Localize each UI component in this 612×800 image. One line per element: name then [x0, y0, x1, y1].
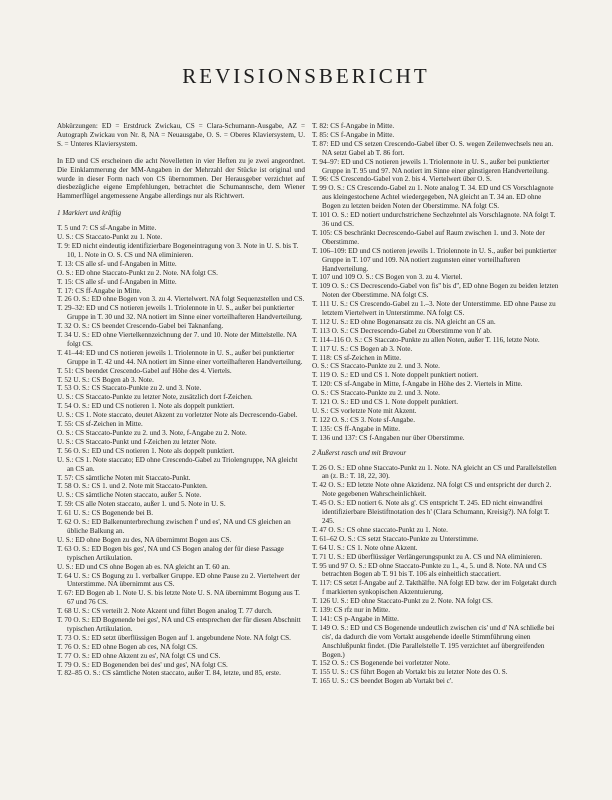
revision-entry: T. 58 O. S.: CS 1. und 2. Note mit Staccato-Punkten.: [57, 482, 208, 491]
revision-entry: T. 114–116 O. S.: CS Staccato-Punkte zu allen Noten, außer T. 116, letzte Note.: [312, 335, 540, 344]
revision-entry: T. 32 O. S.: CS beendet Crescendo-Gabel bei Taknanfang.: [57, 322, 224, 331]
revision-entry: T. 68 U. S.: CS verteilt 2. Note Akzent und führt Bogen analog T. 77 durch.: [57, 607, 273, 616]
revision-entry: T. 79 O. S.: ED Bogenenden bei des' und ges', NA folgt CS.: [57, 660, 228, 669]
revision-entry: T. 51: CS beendet Crescendo-Gabel auf Höhe des 4. Viertels.: [57, 366, 232, 375]
revision-entry: T. 42 O. S.: ED letzte Note ohne Akzidenz. NA folgt CS und entspricht der durch 2. Note gegebenen Wahrscheinlichkeit.: [312, 481, 552, 499]
revision-entry: O. S.: CS Staccato-Punkte zu 2. und 3. Note.: [312, 389, 440, 398]
revision-entry: T. 112 U. S.: ED ohne Bogenansatz zu cis. NA gleicht an CS an.: [312, 317, 496, 326]
revision-entry: T. 55: CS sf-Zeichen in Mitte.: [57, 420, 143, 429]
revision-entry: T. 64 U. S.: CS 1. Note ohne Akzent.: [312, 543, 418, 552]
page-title: REVISIONSBERICHT: [182, 64, 430, 88]
revision-entry: T. 121 O. S.: ED und CS 1. Note doppelt punktiert.: [312, 398, 459, 407]
revision-entry: T. 53 O. S.: CS Staccato-Punkte zu 2. und 3. Note.: [57, 384, 202, 393]
revision-entry: T. 118: CS sf-Zeichen in Mitte.: [312, 353, 402, 362]
revision-entry: T. 62 O. S.: ED Balkenunterbrechung zwischen f' und es', NA und CS gleichen an übliche Balkung an.: [57, 518, 291, 535]
revision-entry: T. 126 U. S.: ED ohne Staccato-Punkt zu 2. Note. NA folgt CS.: [312, 597, 493, 606]
revision-entry: T. 99 O. S.: CS Crescendo-Gabel zu 1. Note analog T. 34. ED und CS Vorschlagnote aus kleingestochene Achtel wiedergegeben, NA gleicht an T. 34 an. ED ohne Bogen zu letzten beiden Noten der Oberstimme. NA folgt CS.: [312, 184, 554, 211]
section-1-entries-continued: [312, 122, 560, 443]
section-heading-1: 1 Markiert und kräftig: [57, 209, 122, 218]
revision-entry: T. 152 O. S.: CS Bogenende bei vorletzter Note.: [312, 659, 450, 668]
revision-entry: T. 155 U. S.: CS führt Bogen ab Vortakt bis zu letzter Note des O. S.: [312, 668, 508, 677]
revision-entry: T. 94–97: ED und CS notieren jeweils 1. Triolennote in U. S., außer bei punktierter Gruppe in T. 95 und 97. NA notiert im Sinne einer günstigeren Handverteilung.: [312, 157, 550, 175]
revision-entry: T. 71 U. S.: ED überflüssiger Verlängerungspunkt zu A. CS und NA eliminieren.: [312, 552, 542, 561]
revision-entry: T. 117: CS setzt f-Angabe auf 2. Takthälfte. NA folgt ED bzw. der im Folgetakt durch f markierten synkopischen Akzentuierung.: [312, 579, 557, 597]
revision-entry: T. 52 U. S.: CS Bogen ab 3. Note.: [57, 375, 154, 384]
revision-entry: U. S.: ED und CS ohne Bogen ab es. NA gleicht an T. 60 an.: [57, 562, 230, 571]
revision-entry: T. 5 und 7: CS sf-Angabe in Mitte.: [57, 224, 157, 233]
revision-entry: T. 120: CS sf-Angabe in Mitte, f-Angabe in Höhe des 2. Viertels in Mitte.: [312, 380, 523, 389]
revision-entry: T. 149 O. S.: ED und CS Bogenende undeutlich zwischen cis' und d' NA schließe bei cis', da dadurch die vom Vortakt ausgehende ideelle Stimmführung einen Anschlußpunkt findet. (Die Parallelstelle T. 195 verzichtet auf übergreifenden Bogen.): [312, 623, 555, 659]
revision-entry: T. 26 O. S.: ED ohne Staccato-Punkt zu 1. Note. NA gleicht an CS und Parallelstellen an (z. B.: T. 18, 22, 30).: [312, 463, 557, 481]
revision-entry: U. S.: CS sämtliche Noten staccato, außer 5. Note.: [57, 491, 202, 500]
revision-entry: T. 117 U. S.: CS Bogen ab 3. Note.: [312, 344, 413, 353]
revision-entry: T. 73 O. S.: ED setzt überflüssigen Bogen auf 1. angebundene Note. NA folgt CS.: [57, 633, 291, 642]
revision-entry: T. 61–62 O. S.: CS setzt Staccato-Punkte zu Unterstimme.: [312, 534, 479, 543]
revision-entry: T. 34 U. S.: ED ohne Viertelkennzeichnung der 7. und 10. Note der Mittelstelle. NA folgt CS.: [57, 331, 297, 348]
revision-entry: O. S.: CS Staccato-Punkte zu 2. und 3. Note, f-Angabe zu 2. Note.: [57, 429, 247, 437]
revision-entry: T. 41–44: ED und CS notieren jeweils 1. Triolennote in U. S., außer bei punktierter Gruppe in T. 42 und 44. NA notiert im Sinne einer vorteilhafteren Handverteilung.: [57, 348, 303, 366]
revision-entry: T. 45 O. S.: ED notiert 6. Note als g'. CS entspricht T. 245. ED nicht einwandfrei identifizierbare Bleistiftnotation des h' (Clara Schumann, Kreisig?). NA folgt T. 245.: [312, 499, 550, 525]
revision-entry: T. 111 U. S.: CS Crescendo-Gabel zu 1.–3. Note der Unterstimme. ED ohne Pause zu letztem Viertelwert in Unterstimme. NA folgt CS.: [312, 300, 556, 318]
right-column: [312, 122, 560, 686]
revision-entry: T. 77 O. S.: ED ohne Akzent zu es', NA folgt CS und CS.: [57, 651, 221, 660]
revision-entry: U. S.: CS Staccato-Punkt und f-Zeichen zu letzter Note.: [57, 437, 217, 446]
revision-entry: T. 57: CS sämtliche Noten mit Staccato-Punkt.: [57, 473, 191, 482]
revision-entry: T. 47 O. S.: CS ohne staccato-Punkt zu 1. Note.: [312, 525, 448, 534]
revision-entry: T. 113 O. S.: CS Decrescendo-Gabel zu Oberstimme von h' ab.: [312, 326, 492, 335]
section-1-entries: [57, 224, 305, 678]
section-heading-2: 2 Äußerst rasch und mit Bravour: [312, 448, 407, 457]
revision-entry: U. S.: CS 1. Note staccato, deutet Akzent zu vorletzter Note als Decrescendo-Gabel.: [57, 411, 298, 420]
revision-entry: T. 165 U. S.: CS beendet Bogen ab Vortakt bei c'.: [312, 677, 453, 686]
revision-entry: U. S.: ED ohne Bogen zu des, NA übernimmt Bogen aus CS.: [57, 535, 232, 544]
revision-entry: T. 122 O. S.: CS 3. Note sf-Angabe.: [312, 415, 416, 424]
revision-entry: T. 26 O. S.: ED ohne Bogen von 3. zu 4. Viertelwert. NA folgt Sequenzstellen und CS.: [57, 295, 305, 304]
revision-entry: T. 63 O. S.: ED Bogen bis ges', NA und CS Bogen analog der für diese Passage typischen Artikulation.: [57, 544, 284, 562]
revision-entry: T. 139: CS rfz nur in Mitte.: [312, 606, 391, 615]
abbreviations-paragraph: Abkürzungen: ED = Erstdruck Zwickau, CS = Clara-Schumann-Ausgabe, AZ = Autograph Zwickau von Nr. 8, NA = Neuausgabe, O. S. = Oberes Klaviersystem, U. S. = Unteres Klaviersystem.: [57, 122, 305, 148]
revision-entry: T. 67: ED Bogen ab 1. Note U. S. bis letzte Note U. S. NA übernimmt Bogung aus T. 67 und 76 CS.: [57, 589, 300, 607]
revision-entry: T. 82–85 O. S.: CS sämtliche Noten staccato, außer T. 84, letzte, und 85, erste.: [57, 669, 281, 678]
revision-entry: T. 101 O. S.: ED notiert undurchstrichene Sechzehntel als Vorschlagnote. NA folgt T. 36 und CS.: [312, 211, 556, 228]
revision-entry: U. S.: CS 1. Note staccato; ED ohne Crescendo-Gabel zu Triolengruppe, NA gleicht an CS an.: [57, 455, 298, 473]
revision-entry: T. 59: CS alle Noten staccato, außer 1. und 5. Note in U. S.: [57, 500, 226, 509]
revision-entry: T. 105: CS beschränkt Decrescendo-Gabel auf Raum zwischen 1. und 3. Note der Oberstimme.: [312, 228, 545, 246]
revision-entry: T. 64 U. S.: CS Bogung zu 1. verbalker Gruppe. ED ohne Pause zu 2. Viertelwert der Unterstimme. NA übernimmt aus CS.: [57, 571, 300, 589]
revision-entry: T. 9: ED nicht eindeutig identifizierbare Bogeneintragung von 3. Note in U. S. bis T. 10, 1. Note in O. S. CS und NA eliminieren.: [57, 241, 299, 259]
revision-entry: T. 15: CS alle sf- und f-Angaben in Mitte.: [57, 277, 177, 286]
revision-entry: O. S.: CS Staccato-Punkte zu 2. und 3. Note.: [312, 362, 440, 371]
revision-entry: T. 96: CS Crescendo-Gabel von 2. bis 4. Viertelwert über O. S.: [312, 175, 492, 184]
revision-entry: T. 109 O. S.: CS Decrescendo-Gabel von fis'' bis d'', ED ohne Bogen zu beiden letzten Noten der Oberstimme. NA folgt CS.: [312, 282, 559, 300]
revision-entry: T. 87: ED und CS setzen Crescendo-Gabel über O. S. wegen Zeilenwechsels neu an. NA setzt Gabel ab T. 86 fort.: [312, 139, 554, 157]
revision-entry: U. S.: CS vorletzte Note mit Akzent.: [312, 407, 417, 415]
left-column: [57, 122, 305, 678]
revision-entry: T. 85: CS f-Angabe in Mitte.: [312, 130, 395, 139]
revision-entry: T. 82: CS f-Angabe in Mitte.: [312, 122, 395, 130]
revision-entry: U. S.: CS Staccato-Punkt zu 1. Note.: [57, 233, 163, 242]
revision-entry: T. 61 U. S.: CS Bogenende bei B.: [57, 509, 154, 518]
revision-entry: O. S.: ED ohne Staccato-Punkt zu 2. Note. NA folgt CS.: [57, 268, 218, 277]
intro-paragraph: In ED und CS erscheinen die acht Novelletten in vier Heften zu je zwei angeordnet. Die Einklammerung der MM-Angaben in der Mehrzahl der Stücke ist original und wurde in dieser Form nach von CS übernommen. Der Herausgeber verzichtet auf diesbezügliche eigene Empfehlungen, betrachtet die Schumannsche, dem Wiener Hammerflügel angemessene Angabe allerdings nur als Richtwert.: [57, 156, 305, 201]
section-2-entries: [312, 464, 560, 687]
revision-entry: T. 17: CS ff-Angabe in Mitte.: [57, 286, 142, 295]
revision-entry: T. 76 O. S.: ED ohne Bogen ab ces, NA folgt CS.: [57, 642, 198, 651]
revision-entry: T. 141: CS p-Angabe in Mitte.: [312, 614, 399, 623]
revision-entry: T. 56 O. S.: ED und CS notieren 1. Note als doppelt punktiert.: [57, 446, 235, 455]
revision-entry: T. 54 O. S.: ED und CS notieren 1. Note als doppelt punktiert.: [57, 402, 235, 411]
revision-entry: T. 13: CS alle sf- und f-Angaben in Mitte.: [57, 259, 177, 268]
revision-entry: T. 119 O. S.: ED und CS 1. Note doppelt punktiert notiert.: [312, 371, 479, 380]
revision-entry: T. 70 O. S.: ED Bogenende bei ges', NA und CS entsprechen der für diesen Abschnitt typischen Artikulation.: [57, 616, 301, 633]
revision-entry: T. 106–109: ED und CS notieren jeweils 1. Triolennote in U. S., außer bei punktierter Gruppe in T. 107 und 109. NA notiert zugunsten einer vorteilhafteren Handverteilung.: [312, 246, 557, 273]
revision-entry: T. 136 und 137: CS f-Angaben nur über Oberstimme.: [312, 433, 465, 442]
revision-entry: U. S.: CS Staccato-Punkte zu letzter Note, zusätzlich dort f-Zeichen.: [57, 393, 253, 402]
revision-entry: T. 135: CS ff-Angabe in Mitte.: [312, 424, 400, 433]
revision-entry: T. 95 und 97 O. S.: ED ohne Staccato-Punkte zu 1., 4., 5. und 8. Note. NA und CS betrachten Bogen ab T. 91 bis T. 106 als einheitlich staccatiert.: [312, 561, 547, 579]
revision-entry: T. 29–32: ED und CS notieren jeweils 1. Triolennote in U. S., außer bei punktierter Gruppe in T. 30 und 32. NA notiert im Sinne einer vorteilhafteren Handverteilung.: [57, 304, 303, 322]
revision-entry: T. 107 und 109 O. S.: CS Bogen von 3. zu 4. Viertel.: [312, 273, 463, 282]
